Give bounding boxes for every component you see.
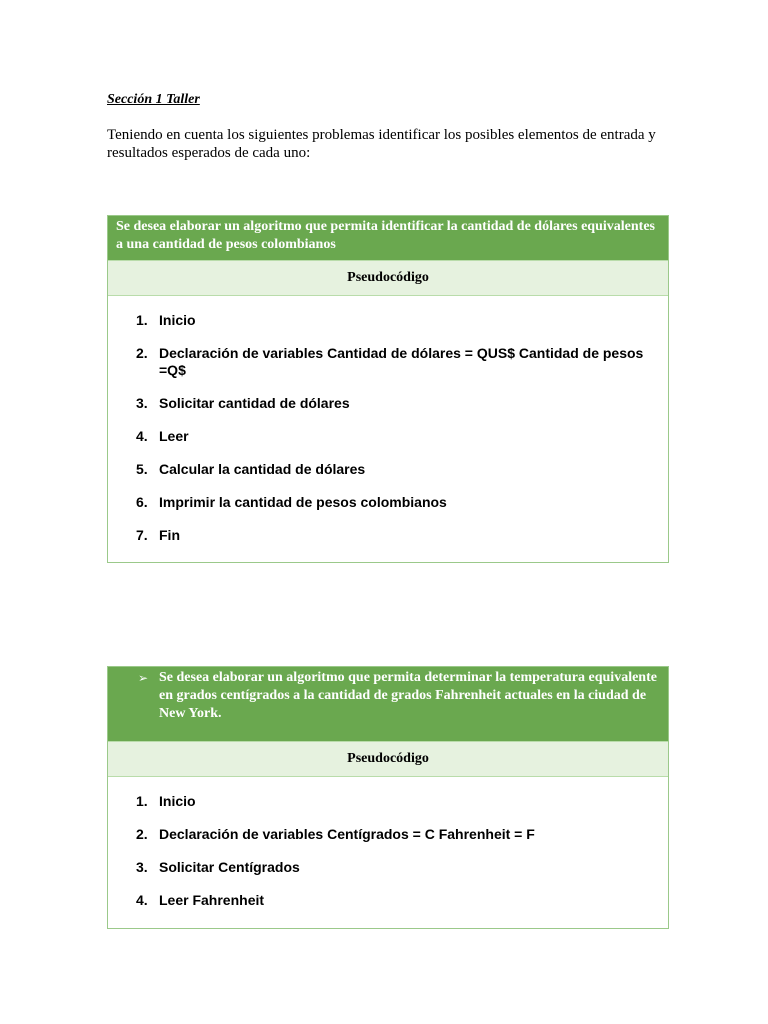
step-text: Fin bbox=[159, 527, 180, 543]
step-number: 4. bbox=[136, 428, 148, 444]
step-text: Leer Fahrenheit bbox=[159, 892, 265, 908]
step-text: Solicitar Centígrados bbox=[159, 859, 300, 875]
step-number: 3. bbox=[136, 395, 148, 411]
step-item bbox=[108, 826, 668, 843]
section-title: Sección 1 Taller bbox=[107, 92, 200, 107]
problem-2-header-text: Se desea elaborar un algoritmo que permita determinar la temperatura equivalente en grados centígrados a la cantidad de grados Fahrenheit actuales en la ciudad de New York. bbox=[159, 670, 657, 721]
step-item bbox=[108, 312, 668, 329]
step-item bbox=[108, 428, 668, 445]
step-text: Inicio bbox=[159, 312, 196, 328]
step-item bbox=[108, 859, 668, 876]
step-item bbox=[108, 892, 668, 909]
problem-1-pseudocode-label: Pseudocódigo bbox=[108, 260, 668, 296]
step-text: Imprimir la cantidad de pesos colombianos bbox=[159, 494, 447, 510]
step-item bbox=[108, 793, 668, 810]
arrow-bullet-icon: ➢ bbox=[138, 671, 149, 685]
step-text: Calcular la cantidad de dólares bbox=[159, 461, 366, 477]
step-item bbox=[108, 395, 668, 412]
step-text: Leer bbox=[159, 428, 189, 444]
intro-text: Teniendo en cuenta los siguientes problemas identificar los posibles elementos de entrada y resultados esperados de cada uno: bbox=[107, 127, 656, 161]
step-number: 7. bbox=[136, 527, 148, 543]
step-number: 1. bbox=[136, 312, 148, 328]
step-text: Solicitar cantidad de dólares bbox=[159, 395, 350, 411]
step-item bbox=[108, 461, 668, 478]
step-number: 5. bbox=[136, 461, 148, 477]
problem-1-table bbox=[107, 215, 669, 563]
problem-2-steps bbox=[108, 777, 668, 909]
step-number: 2. bbox=[136, 345, 148, 361]
step-text: Declaración de variables Cantidad de dólares = QUS$ Cantidad de pesos =Q$ bbox=[159, 345, 644, 378]
step-text: Declaración de variables Centígrados = C Fahrenheit = F bbox=[159, 826, 535, 842]
problem-1-steps bbox=[108, 296, 668, 544]
problem-2-header bbox=[108, 667, 668, 741]
step-number: 3. bbox=[136, 859, 148, 875]
step-number: 6. bbox=[136, 494, 148, 510]
problem-2-pseudocode-label: Pseudocódigo bbox=[108, 741, 668, 777]
step-item bbox=[108, 494, 668, 511]
step-item bbox=[108, 345, 668, 379]
step-number: 1. bbox=[136, 793, 148, 809]
step-text: Inicio bbox=[159, 793, 196, 809]
step-number: 2. bbox=[136, 826, 148, 842]
problem-2-table bbox=[107, 666, 669, 929]
problem-1-header: Se desea elaborar un algoritmo que permita identificar la cantidad de dólares equivalentes a una cantidad de pesos colombianos bbox=[108, 216, 668, 260]
step-item bbox=[108, 527, 668, 544]
step-number: 4. bbox=[136, 892, 148, 908]
